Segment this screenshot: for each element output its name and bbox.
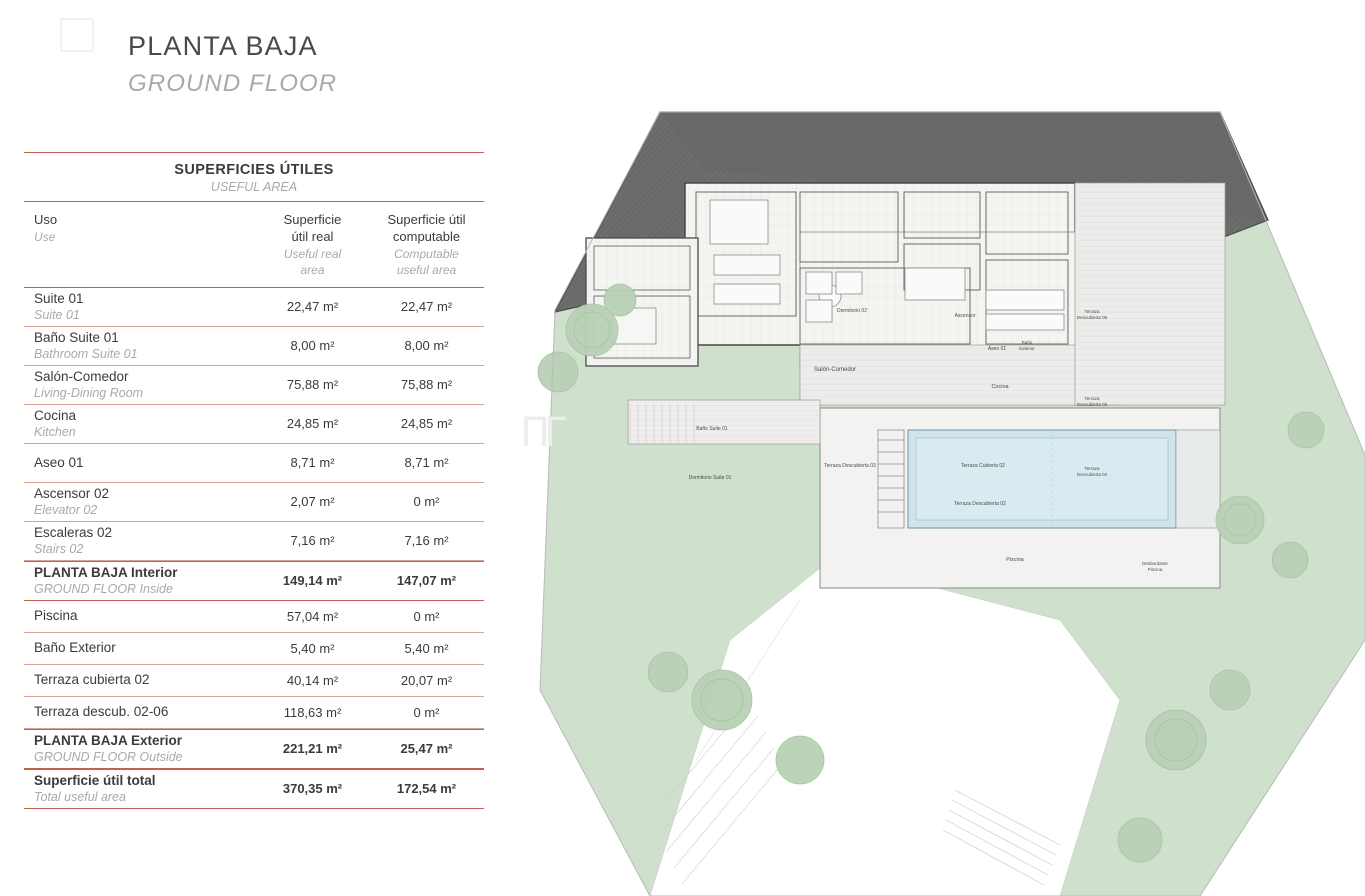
row-real-area-value: 7,16 m²: [290, 533, 335, 549]
row-use: [24, 773, 256, 806]
row-computable-area-value: 7,16 m²: [404, 533, 449, 549]
column-header-use: [24, 212, 256, 279]
row-computable-area: [369, 455, 484, 470]
plan-room-label: Terraza Descubierta 04: [1076, 466, 1108, 477]
row-use: [24, 608, 256, 625]
row-computable-area-value: 0 m²: [413, 704, 440, 720]
row-real-area-value: 22,47 m²: [286, 299, 339, 315]
table-row: [24, 665, 484, 697]
row-computable-area-value: 172,54 m²: [396, 781, 457, 797]
table-row: [24, 522, 484, 561]
plan-room-label: Terraza Descubierta 03: [824, 463, 876, 469]
plan-room-label: Terraza Descubierta 05: [1076, 396, 1108, 407]
row-real-area: [256, 741, 369, 756]
row-computable-area: [369, 377, 484, 392]
row-use: [24, 330, 256, 363]
row-real-area-value: 24,85 m²: [286, 416, 339, 432]
row-real-area-value: 75,88 m²: [286, 377, 339, 393]
table-body: [24, 288, 484, 809]
table-row: [24, 697, 484, 729]
table-header-en: USEFUL AREA: [210, 180, 298, 194]
column-header-real: Superficie útil real Useful real area: [283, 212, 342, 278]
row-use-en: Elevator 02: [34, 502, 98, 517]
row-use: [24, 565, 256, 598]
plan-room-label: Terraza Descubierta 06: [1076, 309, 1108, 320]
row-computable-area-value: 8,71 m²: [404, 455, 449, 471]
row-use-en: GROUND FLOOR Outside: [34, 749, 183, 764]
row-computable-area: [369, 299, 484, 314]
row-real-area-value: 118,63 m²: [283, 704, 342, 720]
plan-room-label: Baño Suite 01: [696, 426, 728, 432]
row-use-es: Baño Exterior: [34, 640, 116, 656]
row-use-es: Terraza cubierta 02: [34, 672, 150, 688]
table-row: [24, 769, 484, 809]
plan-room-label: Dormitorio Suite 01: [688, 475, 732, 481]
row-use-en: Stairs 02: [34, 541, 84, 556]
row-use-es: Escaleras 02: [34, 524, 113, 540]
info-panel: [0, 0, 520, 896]
row-use: [24, 672, 256, 689]
row-use: [24, 525, 256, 558]
plan-room-label: Baño Exterior: [1019, 340, 1035, 351]
row-real-area: [256, 673, 369, 688]
plan-room-label: Terraza Descubierta 02: [954, 501, 1006, 507]
row-real-area: [256, 494, 369, 509]
row-computable-area: [369, 416, 484, 431]
plan-room-label: Aseo 01: [987, 346, 1007, 352]
row-computable-area: [369, 494, 484, 509]
row-real-area-value: 5,40 m²: [290, 640, 335, 656]
useful-area-table: [24, 152, 484, 809]
row-use: [24, 704, 256, 721]
row-computable-area-value: 5,40 m²: [404, 640, 449, 656]
row-real-area-value: 8,71 m²: [290, 455, 335, 471]
plan-room-label: Cocina: [991, 384, 1009, 390]
row-real-area: [256, 455, 369, 470]
row-use-es: Aseo 01: [34, 454, 84, 470]
row-use-en: Suite 01: [34, 307, 80, 322]
row-use: [24, 486, 256, 519]
row-real-area: [256, 377, 369, 392]
row-use-es: Baño Suite 01: [34, 329, 119, 345]
row-use-en: Kitchen: [34, 424, 76, 439]
row-real-area: [256, 781, 369, 796]
watermark-mark: [60, 18, 94, 52]
floor-plan-drawing: [500, 0, 1365, 896]
plan-room-label: Terraza Cubierta 02: [961, 463, 1005, 469]
row-computable-area: [369, 781, 484, 796]
row-computable-area: [369, 573, 484, 588]
row-computable-area-value: 8,00 m²: [404, 338, 449, 354]
table-row: [24, 601, 484, 633]
page-title-en: GROUND FLOOR: [128, 69, 338, 97]
row-real-area-value: 149,14 m²: [282, 573, 343, 589]
row-real-area: [256, 533, 369, 548]
row-real-area-value: 370,35 m²: [282, 781, 343, 797]
row-use: [24, 640, 256, 657]
page-title: [128, 30, 337, 99]
plan-room-label: Ascensor: [954, 313, 976, 319]
row-computable-area: [369, 338, 484, 353]
row-computable-area: [369, 673, 484, 688]
row-computable-area: [369, 705, 484, 720]
row-real-area: [256, 705, 369, 720]
row-use: [24, 733, 256, 766]
row-computable-area-value: 0 m²: [413, 494, 440, 510]
row-use-es: Piscina: [34, 608, 78, 624]
watermark-logo: [60, 18, 110, 68]
row-use-es: Cocina: [34, 407, 77, 423]
row-use-es: PLANTA BAJA Interior: [34, 564, 178, 580]
row-computable-area-value: 0 m²: [413, 608, 440, 624]
table-column-headers: [24, 202, 484, 288]
row-use-en: GROUND FLOOR Inside: [34, 581, 173, 596]
row-use-en: Bathroom Suite 01: [34, 346, 138, 361]
row-use-es: Suite 01: [34, 290, 84, 306]
row-use: [24, 291, 256, 324]
row-use-es: Superficie útil total: [34, 772, 156, 788]
row-computable-area-value: 147,07 m²: [396, 573, 457, 589]
table-row: [24, 405, 484, 444]
table-row: [24, 561, 484, 601]
column-header-use-en: Use: [34, 229, 56, 244]
row-computable-area: [369, 641, 484, 656]
table-row: [24, 327, 484, 366]
row-computable-area-value: 25,47 m²: [400, 741, 453, 757]
row-use: [24, 408, 256, 441]
table-row: [24, 483, 484, 522]
row-use-en: Living-Dining Room: [34, 385, 144, 400]
row-real-area: [256, 338, 369, 353]
row-real-area: [256, 609, 369, 624]
row-use-es: PLANTA BAJA Exterior: [34, 732, 183, 748]
row-computable-area-value: 24,85 m²: [400, 416, 453, 432]
row-real-area: [256, 416, 369, 431]
row-computable-area: [369, 533, 484, 548]
table-header: [24, 152, 484, 202]
row-real-area: [256, 299, 369, 314]
page-title-es: PLANTA BAJA: [128, 31, 318, 61]
row-use-es: Salón-Comedor: [34, 368, 129, 384]
column-header-use-es: Uso: [34, 212, 58, 227]
row-use-es: Terraza descub. 02-06: [34, 704, 169, 720]
table-row: [24, 729, 484, 769]
row-real-area-value: 8,00 m²: [290, 338, 335, 354]
table-row: [24, 288, 484, 327]
row-real-area: [256, 573, 369, 588]
table-header-es: SUPERFICIES ÚTILES: [174, 162, 334, 178]
plan-room-label: Piscina: [1006, 557, 1024, 563]
row-use: [24, 369, 256, 402]
row-use: [24, 455, 256, 472]
floor-plan-image: [500, 0, 1365, 896]
table-row: [24, 633, 484, 665]
row-computable-area-value: 75,88 m²: [400, 377, 453, 393]
row-computable-area: [369, 741, 484, 756]
table-row: [24, 366, 484, 405]
plan-watermark: ПГ: [520, 410, 563, 456]
row-computable-area-value: 20,07 m²: [400, 672, 453, 688]
row-computable-area-value: 22,47 m²: [400, 299, 453, 315]
row-use-en: Total useful area: [34, 789, 126, 804]
column-header-computable: Superficie útil computable Computable useful area: [387, 212, 466, 278]
plan-room-label: Salón-Comedor: [813, 367, 857, 373]
row-real-area-value: 221,21 m²: [282, 741, 343, 757]
row-real-area-value: 40,14 m²: [286, 672, 339, 688]
plan-room-label: Desbordante Piscina: [1142, 561, 1168, 572]
table-row: [24, 444, 484, 483]
row-real-area: [256, 641, 369, 656]
row-computable-area: [369, 609, 484, 624]
row-real-area-value: 2,07 m²: [290, 494, 335, 510]
plan-room-label: Dormitorio 02: [836, 308, 868, 314]
row-use-es: Ascensor 02: [34, 485, 110, 501]
row-real-area-value: 57,04 m²: [286, 608, 339, 624]
